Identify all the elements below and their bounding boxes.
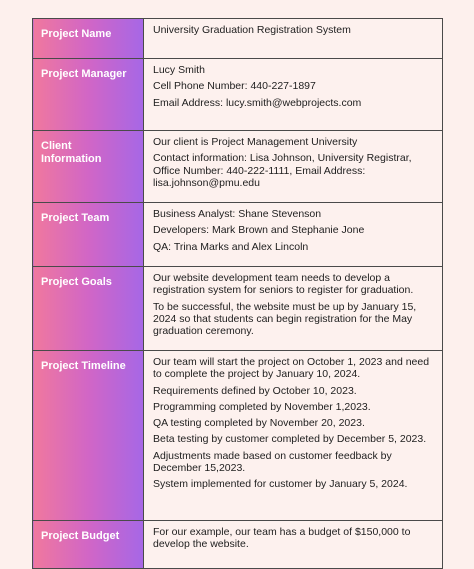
project-charter-table <box>32 18 443 569</box>
row-label: Client Information <box>33 131 144 203</box>
content-line: QA: Trina Marks and Alex Lincoln <box>153 240 309 253</box>
row-project-manager <box>33 59 443 131</box>
content-line: QA testing completed by November 20, 2023. <box>153 417 365 430</box>
row-content <box>144 131 443 203</box>
content-line: Business Analyst: Shane Stevenson <box>153 208 322 220</box>
content-line: University Graduation Registration System <box>153 24 351 36</box>
row-label: Project Manager <box>33 59 144 131</box>
content-line: Programming completed by November 1,2023. <box>153 400 371 413</box>
row-content <box>144 521 443 569</box>
row-label: Project Goals <box>33 267 144 351</box>
row-content <box>144 59 443 131</box>
content-line: Our team will start the project on October 1, 2023 and need to complete the project by January 10, 2024. <box>153 356 430 381</box>
content-line: Contact information: Lisa Johnson, University Registrar, Office Number: 440-222-1111, Email Address: lisa.johnson@pmu.edu <box>153 152 412 189</box>
content-line: Adjustments made based on customer feedback by December 15,2023. <box>153 449 392 475</box>
content-line: Beta testing by customer completed by December 5, 2023. <box>153 433 427 446</box>
content-line: Cell Phone Number: 440-227-1897 <box>153 80 316 93</box>
row-project-timeline <box>33 351 443 521</box>
content-line: Email Address: lucy.smith@webprojects.com <box>153 96 362 109</box>
row-label: Project Name <box>33 19 144 59</box>
row-content <box>144 267 443 351</box>
content-line: Lucy Smith <box>153 64 205 76</box>
row-project-name <box>33 19 443 59</box>
row-content <box>144 19 443 59</box>
content-line: To be successful, the website must be up by January 15, 2024 so that students can begin registration for the May graduation ceremony. <box>153 300 417 338</box>
row-project-team <box>33 203 443 267</box>
content-line: System implemented for customer by January 5, 2024. <box>153 478 408 491</box>
row-content <box>144 203 443 267</box>
content-line: Requirements defined by October 10, 2023. <box>153 384 357 397</box>
row-client-information <box>33 131 443 203</box>
row-label: Project Budget <box>33 521 144 569</box>
row-label: Project Team <box>33 203 144 267</box>
row-project-budget <box>33 521 443 569</box>
content-line: For our example, our team has a budget of $150,000 to develop the website. <box>153 526 411 551</box>
content-line: Our website development team needs to develop a registration system for seniors to register for graduation. <box>153 272 414 297</box>
row-project-goals <box>33 267 443 351</box>
row-label: Project Timeline <box>33 351 144 521</box>
content-line: Our client is Project Management University <box>153 136 358 148</box>
row-content <box>144 351 443 521</box>
content-line: Developers: Mark Brown and Stephanie Jone <box>153 224 365 237</box>
